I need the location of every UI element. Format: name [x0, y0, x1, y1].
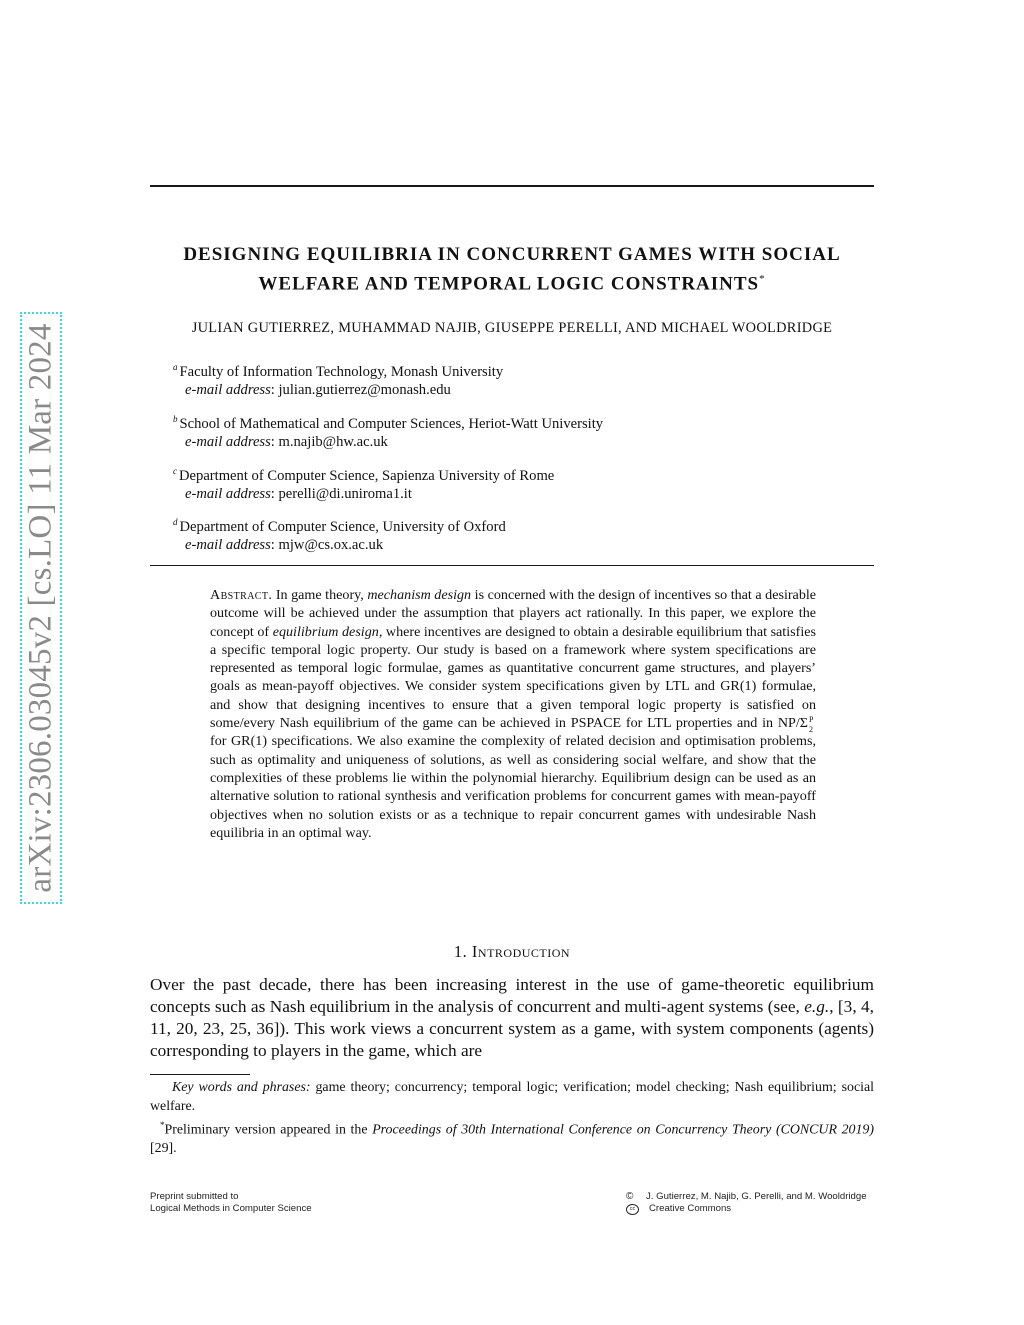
footnote-star-mark: * — [160, 1120, 165, 1130]
affiliation-a: $^a$ Faculty of Information Technology, Monash University e-mail address: julian.gutierrez@monash.edu — [173, 362, 504, 398]
sigma-superscript: P — [809, 715, 814, 725]
keywords-label: Key words and phrases: — [172, 1080, 311, 1095]
preliminary-footnote — [150, 1116, 874, 1159]
introduction-paragraph — [150, 974, 874, 1062]
header-separator-rule — [150, 565, 874, 566]
footnotes — [150, 1079, 874, 1159]
affiliation-mark: d — [173, 517, 178, 527]
preliminary-venue: Proceedings of 30th International Conference on Concurrency Theory (CONCUR 2019) — [372, 1122, 874, 1138]
paper-title — [150, 243, 874, 296]
journal-footer — [150, 1191, 312, 1215]
email-label: e-mail address — [185, 485, 271, 502]
email-address: julian.gutierrez@monash.edu — [278, 381, 451, 398]
affiliation-b: $^b$ School of Mathematical and Computer Sciences, Heriot-Watt University e-mail address: m.najib@hw.ac.uk — [173, 414, 604, 450]
preliminary-text: Preliminary version appeared in the — [164, 1122, 368, 1138]
affiliation-name: School of Mathematical and Computer Sciences, Heriot-Watt University — [179, 415, 604, 432]
affiliation-name: Department of Computer Science, Sapienza University of Rome — [179, 467, 555, 484]
email-label: e-mail address — [185, 381, 271, 398]
affiliation-name: Faculty of Information Technology, Monash University — [179, 363, 504, 380]
keywords-footnote — [150, 1079, 874, 1116]
section-title: Introduction — [471, 942, 571, 961]
top-rule — [150, 185, 874, 187]
creative-commons-icon: cc — [626, 1204, 639, 1215]
abstract-text-4: for GR(1) specifications. We also examine the complexity of related decision and optimisation problems, such as optimality and uniqueness of solutions, as well as considering social welfare, and show that the complexities of these problems lie within the polynomial hierarchy. Equilibrium design can be used as an alternative solution to rational synthesis and verification problems for concurrent games with mean-payoff objectives when no solution exists or as a technique to repair concurrent games with undesirable Nash equilibria in an optimal way. — [210, 733, 816, 841]
email-address: perelli@di.uniroma1.it — [278, 485, 412, 502]
preliminary-reference: [29]. — [150, 1141, 177, 1157]
intro-text-1: Over the past decade, there has been increasing interest in the use of game-theoretic equilibrium concepts such as Nash equilibrium in the analysis of concurrent and multi-agent systems (see, — [150, 975, 874, 1016]
email-address: m.najib@hw.ac.uk — [278, 433, 388, 450]
keywords-text: game theory; concurrency; temporal logic; verification; model checking; Nash equilibrium; social welfare. — [150, 1080, 874, 1114]
intro-emphasis: e.g. — [804, 997, 830, 1016]
footer-authors: J. Gutierrez, M. Najib, G. Perelli, and M. Wooldridge — [646, 1191, 867, 1202]
license-footer — [626, 1191, 874, 1215]
sigma-subscript: 2 — [809, 725, 813, 735]
affiliation-mark: b — [173, 414, 178, 424]
title-line-1: DESIGNING EQUILIBRIA IN CONCURRENT GAMES WITH SOCIAL — [183, 244, 841, 265]
email-label: e-mail address — [185, 433, 271, 450]
abstract-label: Abstract. — [210, 587, 273, 603]
abstract-emphasis-mechanism-design: mechanism design — [367, 587, 472, 603]
arxiv-identifier[interactable]: arXiv:2306.03045v2 [cs.LO] 11 Mar 2024 — [22, 323, 59, 893]
footer-license[interactable]: Creative Commons — [649, 1203, 732, 1214]
affiliation-name: Department of Computer Science, University of Oxford — [179, 518, 506, 535]
email-label: e-mail address — [185, 536, 271, 553]
abstract-emphasis-equilibrium-design: equilibrium design — [272, 623, 379, 640]
affiliation-mark: c — [173, 466, 177, 476]
email-address: mjw@cs.ox.ac.uk — [278, 536, 384, 553]
footer-journal-name: Logical Methods in Computer Science — [150, 1203, 312, 1214]
abstract-text-1: In game theory, — [275, 587, 364, 603]
abstract-text-3: , where incentives are designed to obtain a desirable equilibrium that satisfies a specific temporal logic property. Our study is based on a framework where system specifications are represented as temporal logic formulae, games as quantitative concurrent game structures, and players’ goals as mean-payoff objectives. We consider system specifications given by LTL and GR(1) formulae, and show that designing incentives to ensure that a given temporal logic property is satisfied on some/every Nash equilibrium of the game can be achieved in PSPACE for LTL properties and in NP/Σ — [210, 623, 816, 732]
footnote-rule — [150, 1074, 250, 1075]
title-footnote-mark: * — [759, 273, 766, 285]
abstract-text-2: is concerned with the design of incentives so that a desirable outcome will be achieved under the assumption that players act rationally. In this paper, we explore the concept of — [210, 587, 817, 640]
affiliation-d: $^d$ Department of Computer Science, University of Oxford e-mail address: mjw@cs.ox.ac.uk — [173, 517, 506, 553]
abstract — [210, 586, 816, 842]
copyright-icon: © — [626, 1191, 634, 1202]
affiliation-c: $^c$ Department of Computer Science, Sapienza University of Rome e-mail address: perelli@di.uniroma1.it — [173, 466, 555, 502]
affiliation-mark: a — [173, 362, 178, 372]
section-number: 1. — [453, 942, 468, 961]
section-heading — [150, 942, 874, 962]
author-list: JULIAN GUTIERREZ, MUHAMMAD NAJIB, GIUSEPPE PERELLI, AND MICHAEL WOOLDRIDGE — [191, 320, 833, 336]
intro-text-2: , [3, 4, 11, 20, 23, 25, 36]). This work views a concurrent system as a game, with system components (agents) corresponding to players in the game, which are — [150, 997, 874, 1060]
footer-submitted-to: Preprint submitted to — [150, 1191, 239, 1202]
title-line-2: WELFARE AND TEMPORAL LOGIC CONSTRAINTS — [258, 273, 760, 295]
